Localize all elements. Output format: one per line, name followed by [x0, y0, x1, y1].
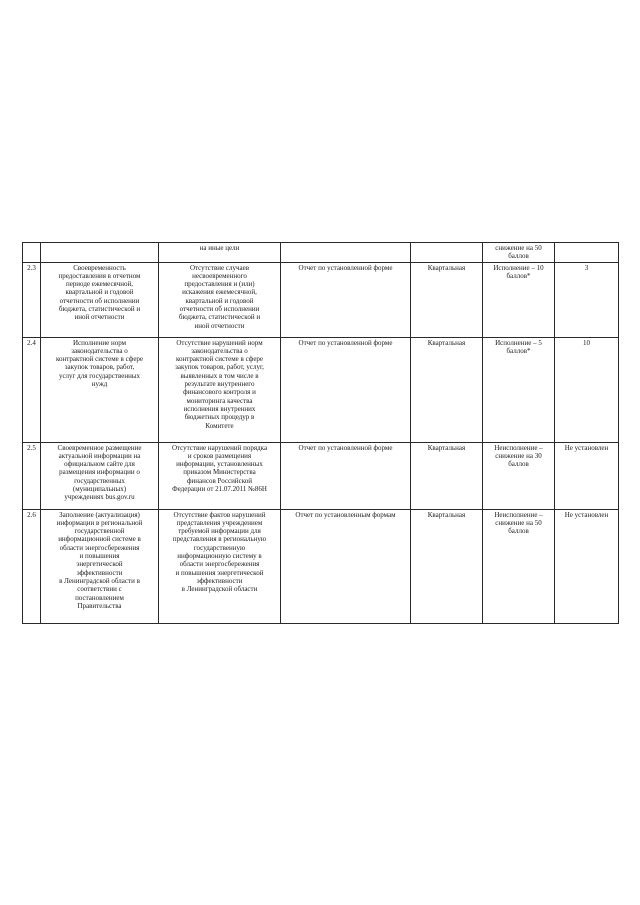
cell-value [555, 243, 619, 263]
cell-document: Отчет по установленной форме [281, 337, 411, 442]
cell-value: 10 [555, 337, 619, 442]
cell-number [23, 243, 41, 263]
table-row-continuation [23, 243, 619, 263]
cell-periodicity: Квартальная [411, 262, 483, 337]
cell-value: Не установлен [555, 442, 619, 509]
cell-document: Отчет по установленной форме [281, 442, 411, 509]
cell-number: 2.5 [23, 442, 41, 509]
cell-number: 2.3 [23, 262, 41, 337]
cell-number: 2.4 [23, 337, 41, 442]
cell-number: 2.6 [23, 509, 41, 623]
cell-document: Отчет по установленным формам [281, 509, 411, 623]
cell-indicator: Исполнение норм законодательства о контрактной системе в сфере закупок товаров, работ, услуг для государственных нужд [41, 337, 159, 442]
cell-periodicity [411, 243, 483, 263]
cell-value: 3 [555, 262, 619, 337]
cell-indicator [41, 243, 159, 263]
cell-criterion: Отсутствие нарушений норм законодательства о контрактной системе в сфере закупок товаров, работ, услуг, выявленных в том числе в результате внутреннего финансового контроля и мониторинга качества исполнения внутренних бюджетных процедур в Комитете [159, 337, 281, 442]
cell-periodicity: Квартальная [411, 509, 483, 623]
cell-periodicity: Квартальная [411, 442, 483, 509]
table-row [23, 262, 619, 337]
table-row [23, 509, 619, 623]
cell-indicator: Своевременность предоставления в отчетном периоде ежемесячной, квартальной и годовой отчетности об исполнении бюджета, статистической и иной отчетности [41, 262, 159, 337]
cell-formula: Исполнение – 5 баллов* [483, 337, 555, 442]
cell-value: Не установлен [555, 509, 619, 623]
cell-formula: Неисполнение – снижение на 50 баллов [483, 509, 555, 623]
cell-document: Отчет по установленной форме [281, 262, 411, 337]
cell-criterion: Отсутствие нарушений порядка и сроков размещения информации, установленных приказом Министерства финансов Российской Федерации от 21.07.2011 №86Н [159, 442, 281, 509]
cell-formula: Исполнение – 10 баллов* [483, 262, 555, 337]
cell-indicator: Заполнение (актуализация) информации в региональной государственной информационной системе в области энергосбережения и повышения энергетической эффективности в Ленинградской области в соответствии с постановлением Правительства [41, 509, 159, 623]
cell-formula: снижение на 50 баллов [483, 243, 555, 263]
cell-criterion: Отсутствие фактов нарушений представления учреждением требуемой информации для представления в региональную государственную информационную систему в области энергосбережения и повышения энергетической эффективности в Ленинградской области [159, 509, 281, 623]
cell-criterion: Отсутствие случаев несвоевременного предоставления и (или) искажения ежемесячной, квартальной и годовой отчетности об исполнении бюджета, статистической и иной отчетности [159, 262, 281, 337]
cell-criterion: на иные цели [159, 243, 281, 263]
table-row [23, 442, 619, 509]
table-row [23, 337, 619, 442]
cell-periodicity: Квартальная [411, 337, 483, 442]
cell-document [281, 243, 411, 263]
cell-formula: Неисполнение – снижение на 30 баллов [483, 442, 555, 509]
criteria-table [22, 242, 619, 624]
cell-indicator: Своевременное размещение актуальной информации на официальном сайте для размещения информации о государственных (муниципальных) учреждениях bus.gov.ru [41, 442, 159, 509]
